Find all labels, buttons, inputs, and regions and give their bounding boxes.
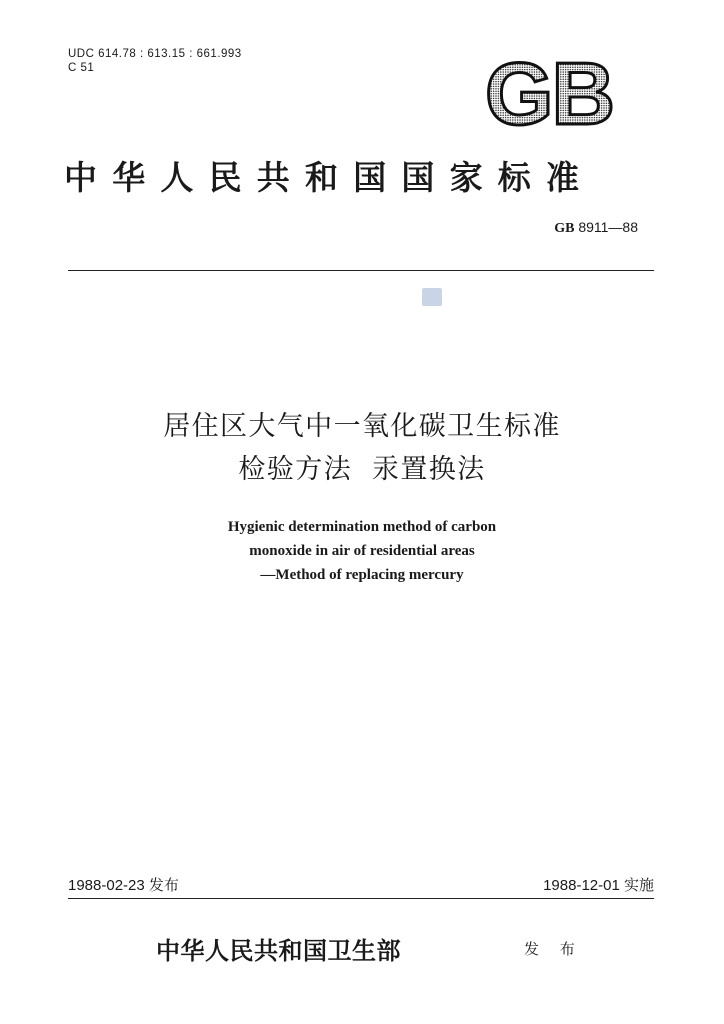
standard-code-number: 8911—88 [578,219,638,235]
header-divider [68,270,654,271]
english-title [0,515,724,587]
gb-logo [478,54,620,132]
footer-divider [68,898,654,899]
national-standard-heading: 中华人民共和国国家标准 [64,158,595,197]
standard-code-prefix: GB [554,221,575,236]
chinese-title-line-1: 居住区大气中一氧化碳卫生标准 [163,411,561,442]
issue-label: 发 布 [524,940,583,958]
implementation-date: 1988-12-01 实施 [543,877,654,894]
english-title-line-3: —Method of replacing mercury [260,567,464,583]
issue-date: 1988-02-23 发布 [68,877,179,894]
watermark-stamp [422,288,442,306]
chinese-title [0,405,724,491]
english-title-line-2: monoxide in air of residential areas [249,543,475,559]
issuing-authority: 中华人民共和国卫生部 [156,936,401,965]
udc-code: UDC 614.78 : 613.15 : 661.993 [68,48,242,60]
classification-codes [68,47,242,75]
standard-code [554,219,638,237]
chinese-title-line-2: 检验方法 汞置换法 [238,454,486,485]
gb-logo-text: GB [485,54,613,132]
english-title-line-1: Hygienic determination method of carbon [227,519,497,535]
ccs-code: C 51 [68,62,95,74]
